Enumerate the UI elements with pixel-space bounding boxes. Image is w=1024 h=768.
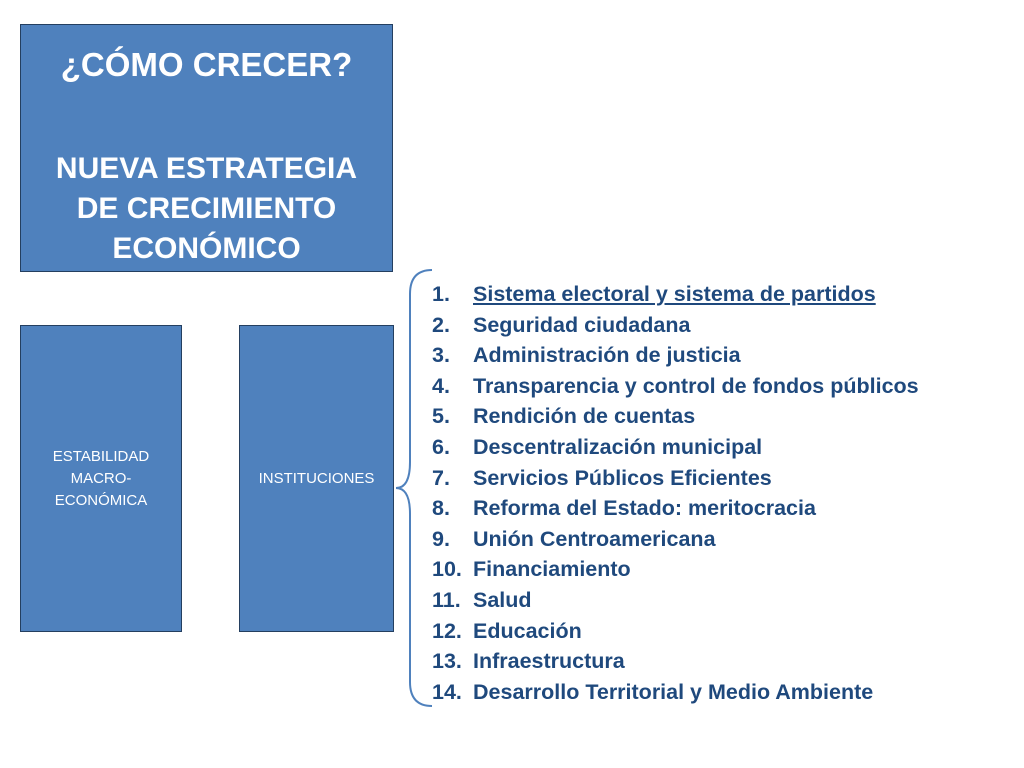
list-item: [432, 371, 919, 402]
list-item-number: 12.: [432, 618, 462, 643]
main-question: ¿CÓMO CRECER?: [60, 46, 353, 83]
list-item-number: 4.: [432, 373, 450, 398]
list-item-number: 3.: [432, 343, 450, 368]
estabilidad-label: ESTABILIDAD MACRO- ECONÓMICA: [52, 447, 150, 509]
list-item-number: 14.: [432, 679, 462, 704]
list-item-number: 11.: [432, 587, 461, 612]
list-item: [432, 310, 919, 341]
list-item-text: Administración de justicia: [473, 343, 741, 368]
list-item-text: Salud: [473, 587, 532, 612]
list-item-text: Desarrollo Territorial y Medio Ambiente: [473, 679, 874, 704]
list-item-number: 13.: [432, 649, 462, 674]
list-item-number: 7.: [432, 465, 450, 490]
list-item-text: Transparencia y control de fondos públicos: [473, 373, 919, 398]
strategy-title: NUEVA ESTRATEGIA DE CRECIMIENTO ECONÓMICO: [55, 152, 358, 265]
list-item-number: 10.: [432, 557, 462, 582]
list-item-number: 1.: [432, 282, 450, 306]
instituciones-box: [239, 325, 394, 632]
list-item-number: 5.: [432, 404, 450, 429]
list-item: [432, 524, 919, 555]
title-box: [20, 24, 393, 272]
list-item-text[interactable]: Sistema electoral y sistema de partidos: [473, 282, 876, 306]
list-item: [432, 340, 919, 371]
list-item: [432, 493, 919, 524]
list-item-number: 9.: [432, 526, 450, 551]
brace-path: [396, 270, 432, 706]
list-item-text: Educación: [473, 618, 582, 643]
instituciones-label: INSTITUCIONES: [258, 469, 375, 487]
list-item-text: Infraestructura: [473, 649, 625, 674]
list-item-number: 2.: [432, 312, 450, 337]
list-item: [432, 554, 919, 585]
list-item: [432, 616, 919, 647]
list-item: [432, 677, 919, 708]
list-item: [432, 401, 919, 432]
list-item-text: Seguridad ciudadana: [473, 312, 691, 337]
list-item-text: Servicios Públicos Eficientes: [473, 465, 772, 490]
curly-brace: [388, 266, 438, 710]
list-item: [432, 646, 919, 677]
list-item: [432, 585, 919, 616]
list-item-number: 8.: [432, 496, 450, 521]
estabilidad-box: [20, 325, 182, 632]
list-item-text: Financiamiento: [473, 557, 631, 582]
list-item: [432, 432, 919, 463]
list-item: [432, 463, 919, 494]
list-item-text: Descentralización municipal: [473, 434, 763, 459]
list-item-text: Rendición de cuentas: [473, 404, 696, 429]
reform-list: [432, 279, 919, 707]
list-item-number: 6.: [432, 434, 450, 459]
list-item-text: Unión Centroamericana: [473, 526, 716, 551]
list-item-text: Reforma del Estado: meritocracia: [473, 496, 816, 521]
list-item: [432, 279, 919, 310]
